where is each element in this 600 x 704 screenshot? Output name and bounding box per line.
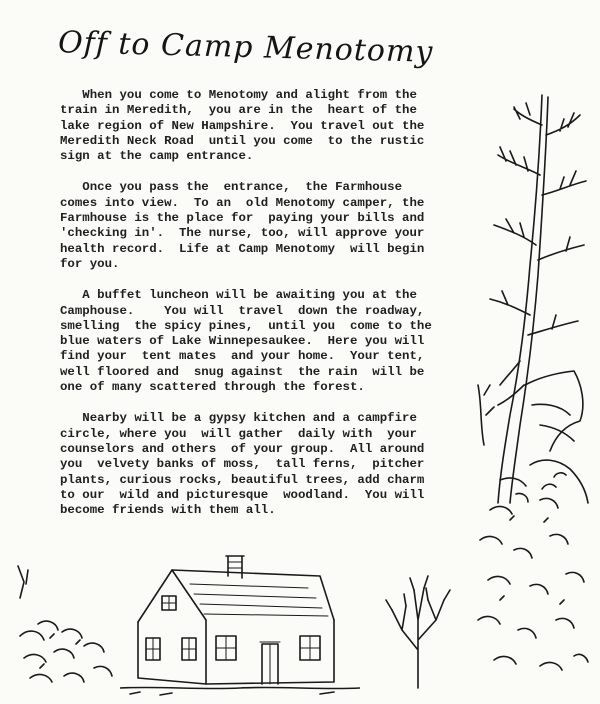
paragraph-farmhouse bbox=[60, 180, 452, 272]
pine-tree-sketch bbox=[470, 85, 595, 505]
text-line: 'checking in'. The nurse, too, will approve your bbox=[60, 226, 425, 241]
text-line: plants, curious rocks, beautiful trees, add charm bbox=[60, 472, 425, 487]
text-line: for you. bbox=[60, 256, 120, 271]
text-line: circle, where you will gather daily with your bbox=[60, 426, 417, 441]
text-line: find your tent mates and your home. Your tent, bbox=[60, 349, 425, 364]
text-line: smelling the spicy pines, until you come to the bbox=[60, 318, 432, 333]
text-line: train in Meredith, you are in the heart of the bbox=[60, 103, 417, 118]
text-line: health record. Life at Camp Menotomy will begin bbox=[60, 241, 425, 256]
text-line: sign at the camp entrance. bbox=[60, 149, 254, 164]
text-line: counselors and others of your group. All around bbox=[60, 441, 425, 456]
body-text bbox=[60, 88, 452, 534]
farmhouse-sketch bbox=[120, 548, 360, 698]
text-line: to our wild and picturesque woodland. You will bbox=[60, 487, 425, 502]
text-line: well floored and snug against the rain will be bbox=[60, 364, 425, 379]
text-line: Camphouse. You will travel down the roadway, bbox=[60, 303, 425, 318]
text-line: you velvety banks of moss, tall ferns, pitcher bbox=[60, 457, 425, 472]
text-line: Farmhouse is the place for paying your bills and bbox=[60, 211, 425, 226]
bare-tree-sketch bbox=[378, 560, 458, 690]
text-line: one of many scattered through the forest. bbox=[60, 380, 365, 395]
text-line: Nearby will be a gypsy kitchen and a campfire bbox=[60, 411, 417, 426]
text-line: lake region of New Hampshire. You travel out the bbox=[60, 118, 425, 133]
text-line: become friends with them all. bbox=[60, 503, 276, 518]
text-line: comes into view. To an old Menotomy camper, the bbox=[60, 195, 425, 210]
page-title: Off to Camp Menotomy bbox=[57, 25, 434, 70]
text-line: When you come to Menotomy and alight from the bbox=[60, 88, 417, 102]
text-line: A buffet luncheon will be awaiting you at the bbox=[60, 288, 417, 303]
paragraph-woodland bbox=[60, 411, 452, 518]
text-line: Once you pass the entrance, the Farmhouse bbox=[60, 180, 403, 195]
text-line: Meredith Neck Road until you come to the rustic bbox=[60, 133, 425, 148]
paragraph-arrival bbox=[60, 88, 452, 164]
left-foliage-sketch bbox=[10, 560, 125, 690]
paragraph-camphouse bbox=[60, 288, 452, 395]
text-line: blue waters of Lake Winnepesaukee. Here you will bbox=[60, 334, 425, 349]
shrub-sketch bbox=[470, 470, 595, 690]
